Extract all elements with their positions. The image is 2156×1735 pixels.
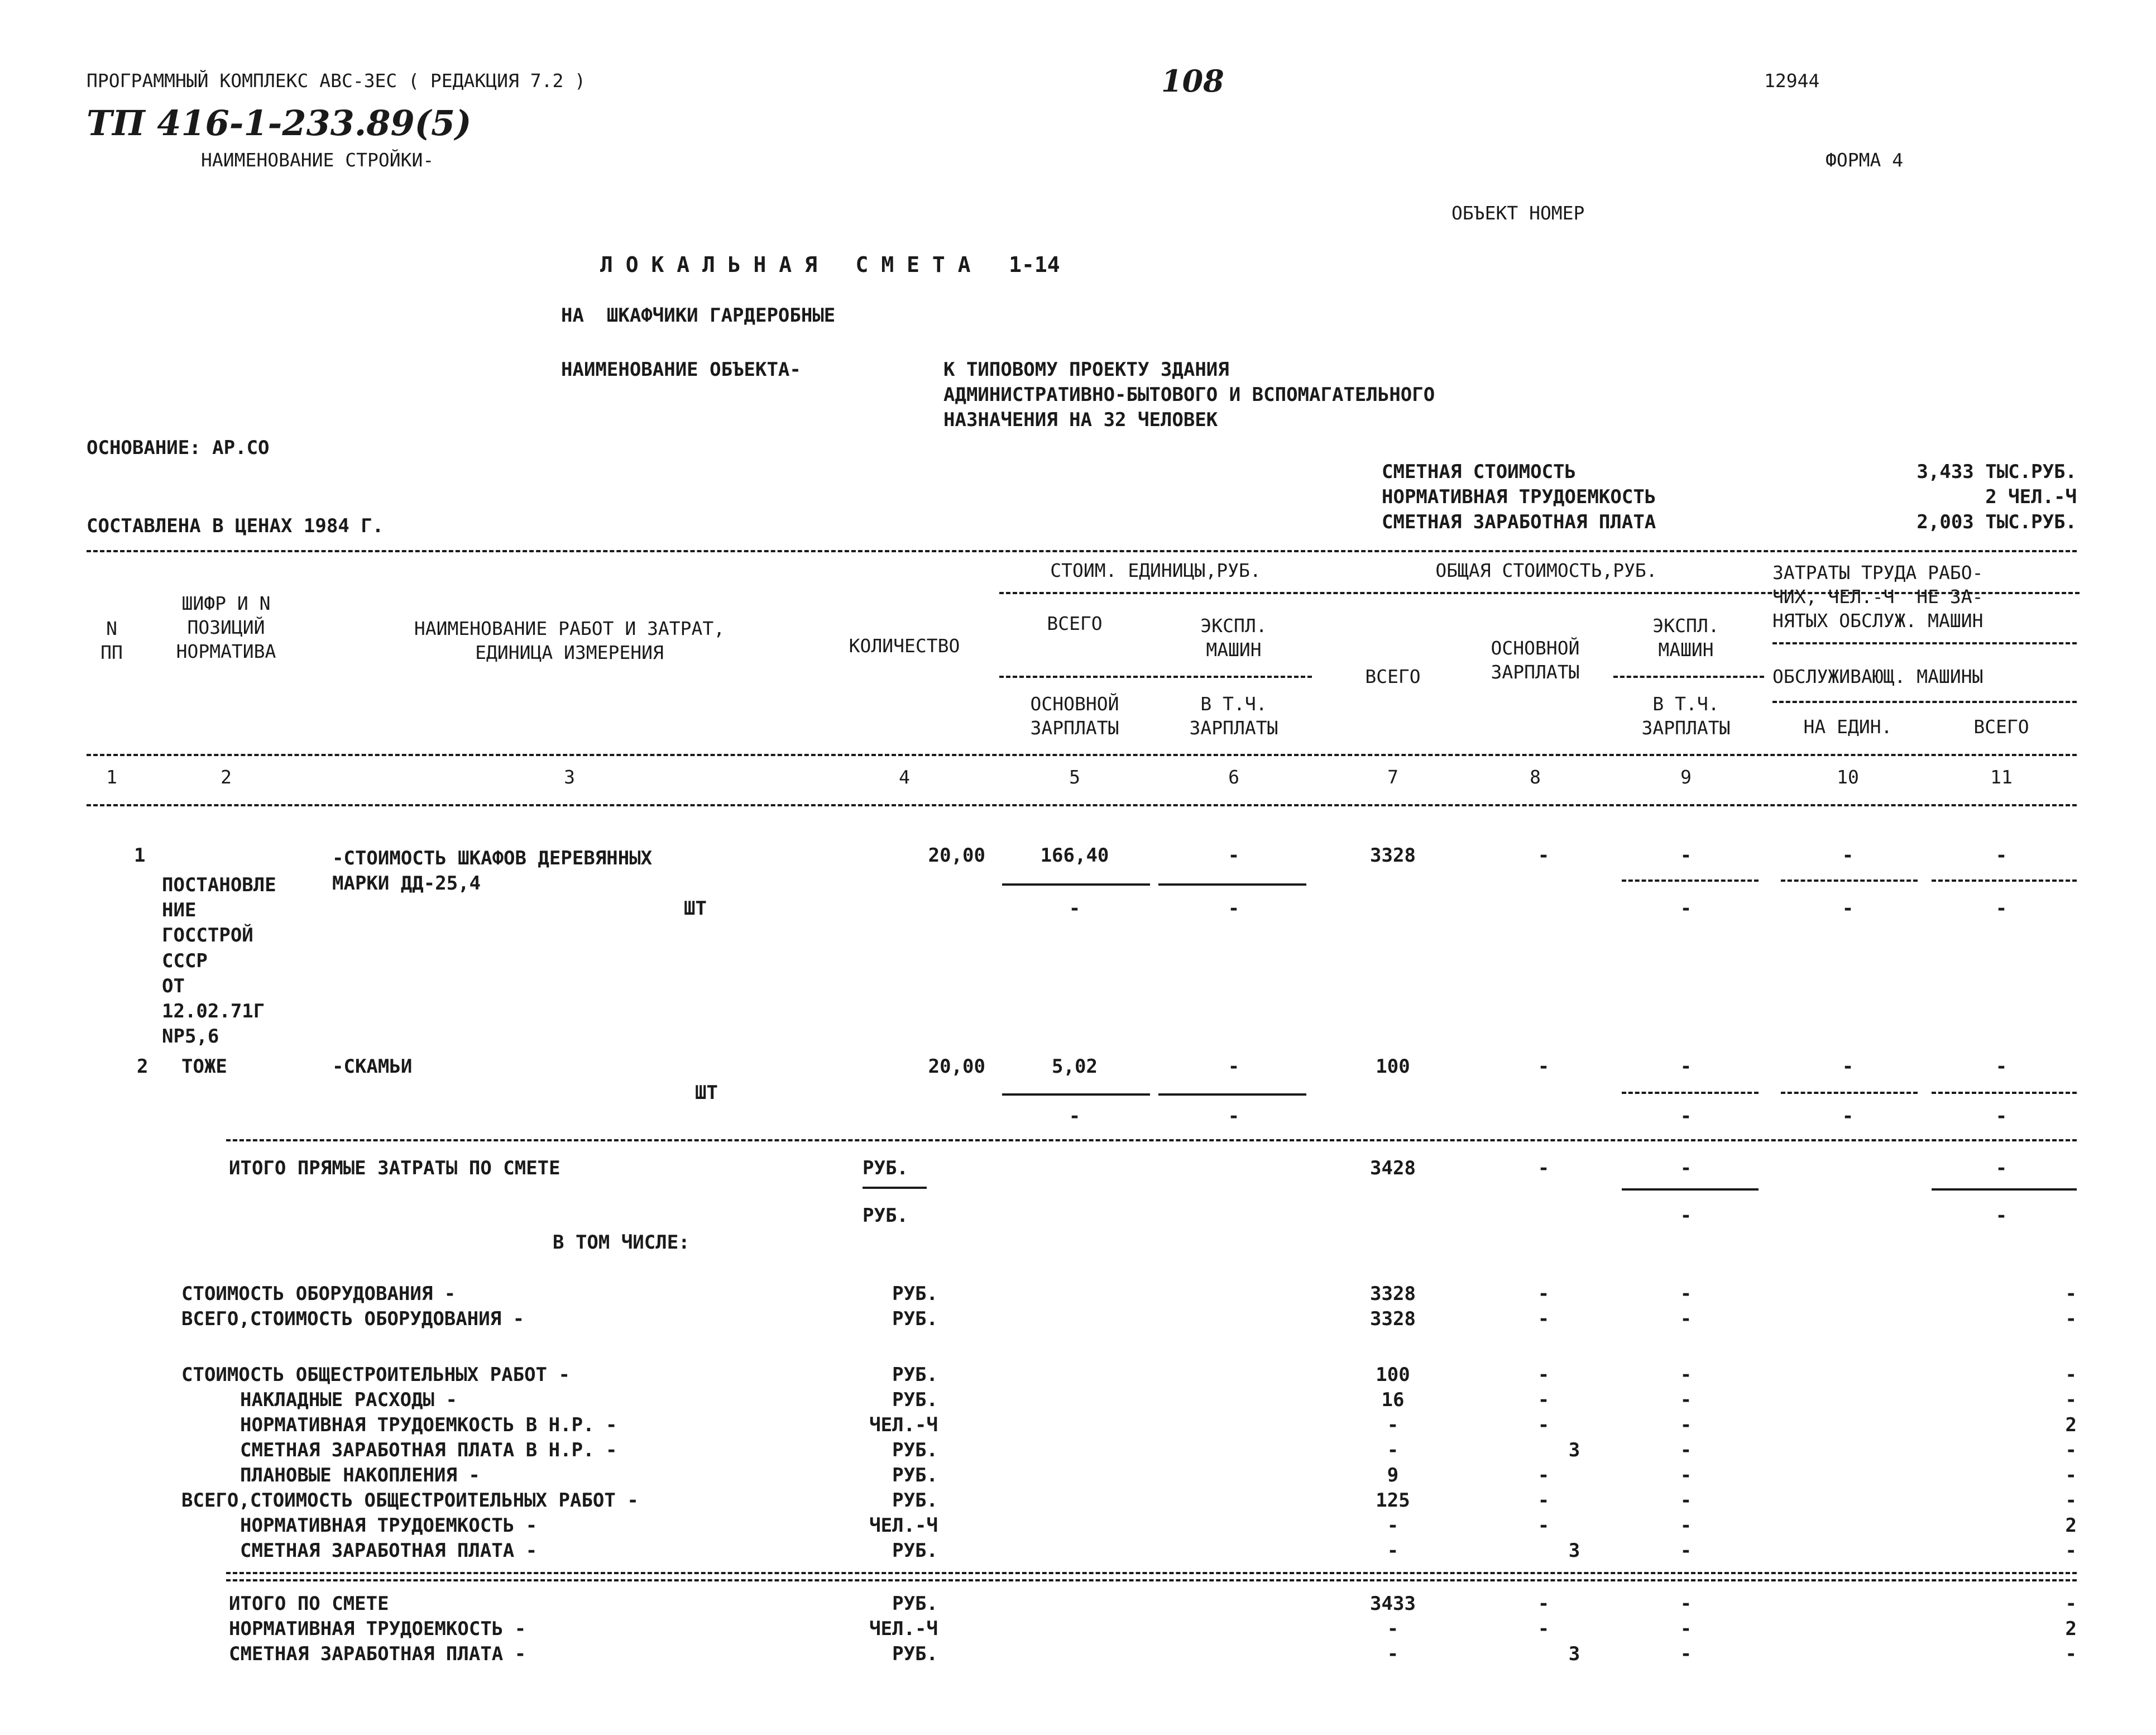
- direct-unit-underline: [863, 1187, 927, 1189]
- summary-row-label: ВСЕГО,СТОИМОСТЬ ОБОРУДОВАНИЯ -: [181, 1308, 525, 1330]
- summary-row-mach: -: [1680, 1464, 1692, 1487]
- final-row-lab: 2: [2065, 1618, 2077, 1640]
- object-line-2: АДМИНИСТРАТИВНО-БЫТОВОГО И ВСПОМАГАТЕЛЬНОГО: [943, 384, 1435, 406]
- col-header-total-all: ВСЕГО: [1365, 666, 1421, 687]
- final-row-total: -: [1387, 1643, 1399, 1665]
- row-2-labor-unit: -: [1842, 1055, 1854, 1078]
- row-1-unit: ШТ: [684, 897, 707, 920]
- row-1-total: 3328: [1370, 844, 1416, 867]
- row-2-machines: -: [1680, 1055, 1692, 1078]
- col-header-unit-incl: В Т.Ч. ЗАРПЛАТЫ: [1189, 693, 1278, 739]
- col-number: 8: [1530, 766, 1541, 788]
- col-header-labor-total: ВСЕГО: [1973, 716, 2029, 738]
- row-1-quantity: 20,00: [928, 844, 985, 867]
- direct-underline: [1622, 1188, 1759, 1191]
- document-code: 12944: [1764, 70, 1820, 92]
- final-row-label: НОРМАТИВНАЯ ТРУДОЕМКОСТЬ -: [229, 1618, 526, 1640]
- summary-row-unit: ЧЕЛ.-Ч: [869, 1414, 938, 1436]
- summary-row-unit: РУБ.: [892, 1283, 938, 1305]
- summary-row-lab: -: [2065, 1389, 2077, 1411]
- summary-row-mach: -: [1680, 1489, 1692, 1512]
- col-header-quantity: КОЛИЧЕСТВО: [849, 635, 960, 657]
- col-header-total-machines: ЭКСПЛ. МАШИН: [1652, 615, 1719, 661]
- page-number: 108: [1161, 63, 1224, 99]
- final-row-lab: -: [2065, 1643, 2077, 1665]
- col-number: 3: [564, 766, 575, 788]
- final-row-wage: -: [1537, 1593, 1550, 1615]
- header-bottom-border: [87, 754, 2077, 756]
- row-1-code: ПОСТАНОВЛЕ НИЕ ГОССТРОЙ СССР ОТ 12.02.71Г NР5,6: [162, 874, 276, 1048]
- row-2-incl: -: [1680, 1105, 1692, 1127]
- col-header-labor: ЗАТРАТЫ ТРУДА РАБО- ЧИХ, ЧЕЛ.-Ч НЕ ЗА- НЯТЫХ ОБСЛУЖ. МАШИН: [1772, 562, 1983, 632]
- summary-row-unit: РУБ.: [892, 1489, 938, 1512]
- summary-wage-value: 2,003 ТЫС.РУБ.: [1917, 511, 2077, 533]
- direct-costs-labor: -: [1995, 1157, 2008, 1179]
- row-1-underline: [1781, 880, 1918, 882]
- summary-row-lab: -: [2065, 1464, 2077, 1487]
- object-line-1: К ТИПОВОМУ ПРОЕКТУ ЗДАНИЯ: [943, 359, 1229, 381]
- row-1-machines: -: [1680, 844, 1692, 867]
- col-header-total-wage: ОСНОВНОЙ ЗАРПЛАТЫ: [1491, 637, 1580, 683]
- summary-row-mach: -: [1680, 1514, 1692, 1537]
- summary-row-wage: -: [1537, 1389, 1550, 1411]
- direct-costs-unit-2: РУБ.: [863, 1205, 908, 1227]
- row-1-labor-total-2: -: [1995, 897, 2008, 920]
- object-number-label: ОБЪЕКТ НОМЕР: [1451, 202, 1585, 224]
- header-divider: [1772, 701, 2077, 703]
- summary-row-lab: -: [2065, 1283, 2077, 1305]
- row-1-underline: [1002, 883, 1150, 886]
- row-1-number: 1: [134, 844, 146, 867]
- direct-costs-total: 3428: [1370, 1157, 1416, 1179]
- col-number: 6: [1228, 766, 1239, 788]
- row-2-unit-machines: -: [1228, 1055, 1240, 1078]
- summary-row-total: -: [1387, 1439, 1399, 1461]
- row-1-underline: [1932, 880, 2077, 882]
- col-header-code: ШИФР И N ПОЗИЦИЙ НОРМАТИВА: [176, 592, 276, 662]
- col-number: 4: [899, 766, 910, 788]
- row-1-underline: [1158, 883, 1306, 886]
- summary-row-label: СТОИМОСТЬ ОБОРУДОВАНИЯ -: [181, 1283, 456, 1305]
- col-header-labor-unit: НА ЕДИН.: [1803, 716, 1893, 738]
- col-number: 11: [1990, 766, 2013, 788]
- col-number: 10: [1837, 766, 1859, 788]
- summary-row-total: 16: [1381, 1389, 1405, 1411]
- summary-row-mach: -: [1680, 1308, 1692, 1330]
- summary-row-unit: РУБ.: [892, 1389, 938, 1411]
- summary-labor-value: 2 ЧЕЛ.-Ч: [1985, 486, 2077, 508]
- summary-row-wage: -: [1537, 1364, 1550, 1386]
- numbers-bottom-border: [87, 804, 2077, 806]
- final-row-mach: -: [1680, 1643, 1692, 1665]
- row-2-quantity: 20,00: [928, 1055, 985, 1078]
- row-1-underline: [1622, 880, 1759, 882]
- col-number: 5: [1069, 766, 1080, 788]
- summary-row-mach: -: [1680, 1540, 1692, 1562]
- final-row-label: ИТОГО ПО СМЕТЕ: [229, 1593, 389, 1615]
- row-2-unit-total: 5,02: [1052, 1055, 1098, 1078]
- col-header-unit-total: ВСЕГО: [1047, 613, 1103, 634]
- row-2-total: 100: [1376, 1055, 1410, 1078]
- col-header-total-incl: В Т.Ч. ЗАРПЛАТЫ: [1641, 693, 1731, 739]
- direct-costs-wage: -: [1537, 1157, 1550, 1179]
- row-1-unit-total: 166,40: [1040, 844, 1109, 867]
- table-top-border: [87, 550, 2077, 552]
- summary-row-wage: -: [1537, 1283, 1550, 1305]
- summary-row-unit: РУБ.: [892, 1364, 938, 1386]
- prices-label: СОСТАВЛЕНА В ЦЕНАХ 1984 Г.: [87, 515, 384, 537]
- final-row-lab: -: [2065, 1593, 2077, 1615]
- col-header-unit-cost: СТОИМ. ЕДИНИЦЫ,РУБ.: [1050, 560, 1261, 581]
- final-row-label: СМЕТНАЯ ЗАРАБОТНАЯ ПЛАТА -: [229, 1643, 526, 1665]
- summary-row-lab: -: [2065, 1439, 2077, 1461]
- row-2-wage: -: [1537, 1055, 1550, 1078]
- summary-row-lab: -: [2065, 1364, 2077, 1386]
- row-1-labor-unit: -: [1842, 844, 1854, 867]
- row-1-labor-total: -: [1995, 844, 2008, 867]
- final-row-total: 3433: [1370, 1593, 1416, 1615]
- direct-top-border: [226, 1139, 2077, 1141]
- summary-row-label: СТОИМОСТЬ ОБЩЕСТРОИТЕЛЬНЫХ РАБОТ -: [181, 1364, 570, 1386]
- summary-labor-label: НОРМАТИВНАЯ ТРУДОЕМКОСТЬ: [1382, 486, 1656, 508]
- row-1-incl: -: [1680, 897, 1692, 920]
- summary-row-total: 9: [1387, 1464, 1399, 1487]
- summary-row-unit: РУБ.: [892, 1540, 938, 1562]
- row-1-unit-machines: -: [1228, 844, 1240, 867]
- final-row-unit: РУБ.: [892, 1593, 938, 1615]
- estimate-subject: НА ШКАФЧИКИ ГАРДЕРОБНЫЕ: [561, 304, 836, 327]
- summary-row-wage: 3: [1568, 1439, 1580, 1461]
- direct-costs-machines-2: -: [1680, 1205, 1692, 1227]
- row-1-name: -СТОИМОСТЬ ШКАФОВ ДЕРЕВЯННЫХ МАРКИ ДД-25,4: [332, 847, 653, 895]
- row-2-unit: ШТ: [695, 1082, 718, 1104]
- row-2-name: -СКАМЬИ: [332, 1055, 413, 1078]
- summary-row-lab: -: [2065, 1308, 2077, 1330]
- final-row-mach: -: [1680, 1618, 1692, 1640]
- row-1-unit-incl: -: [1228, 897, 1240, 920]
- col-header-labor-serving: ОБСЛУЖИВАЮЩ. МАШИНЫ: [1772, 666, 1983, 687]
- summary-row-wage: -: [1537, 1489, 1550, 1512]
- final-row-wage: -: [1537, 1618, 1550, 1640]
- object-line-3: НАЗНАЧЕНИЯ НА 32 ЧЕЛОВЕК: [943, 409, 1218, 431]
- summary-row-mach: -: [1680, 1414, 1692, 1436]
- final-row-unit: РУБ.: [892, 1643, 938, 1665]
- header-divider: [999, 676, 1312, 678]
- row-2-code: ТОЖЕ: [181, 1055, 227, 1078]
- direct-costs-labor-2: -: [1995, 1205, 2008, 1227]
- header-divider: [999, 592, 2080, 594]
- final-top-border: [226, 1572, 2077, 1574]
- direct-costs-unit: РУБ.: [863, 1157, 908, 1179]
- final-row-total: -: [1387, 1618, 1399, 1640]
- summary-wage-label: СМЕТНАЯ ЗАРАБОТНАЯ ПЛАТА: [1382, 511, 1656, 533]
- row-1-unit-wage: -: [1069, 897, 1081, 920]
- summary-row-total: -: [1387, 1514, 1399, 1537]
- final-row-mach: -: [1680, 1593, 1692, 1615]
- summary-row-mach: -: [1680, 1364, 1692, 1386]
- row-2-underline: [1932, 1092, 2077, 1094]
- col-header-total-cost: ОБЩАЯ СТОИМОСТЬ,РУБ.: [1435, 560, 1657, 581]
- summary-row-wage: 3: [1568, 1540, 1580, 1562]
- summary-row-wage: -: [1537, 1464, 1550, 1487]
- direct-costs-label: ИТОГО ПРЯМЫЕ ЗАТРАТЫ ПО СМЕТЕ: [229, 1157, 560, 1179]
- summary-row-lab: -: [2065, 1540, 2077, 1562]
- summary-row-lab: 2: [2065, 1514, 2077, 1537]
- summary-row-total: -: [1387, 1414, 1399, 1436]
- estimate-title: Л О К А Л Ь Н А Я С М Е Т А 1-14: [600, 252, 1060, 277]
- summary-row-unit: РУБ.: [892, 1439, 938, 1461]
- col-header-unit-machines: ЭКСПЛ. МАШИН: [1200, 615, 1267, 661]
- final-row-wage: 3: [1568, 1643, 1580, 1665]
- summary-row-wage: -: [1537, 1308, 1550, 1330]
- summary-row-wage: -: [1537, 1414, 1550, 1436]
- summary-row-unit: ЧЕЛ.-Ч: [869, 1514, 938, 1537]
- program-header: ПРОГРАММНЫЙ КОМПЛЕКС АВС-3ЕС ( РЕДАКЦИЯ 7.2 ): [87, 70, 586, 92]
- col-header-number: N ПП: [100, 618, 123, 663]
- summary-row-mach: -: [1680, 1283, 1692, 1305]
- col-number: 1: [106, 766, 117, 788]
- col-number: 7: [1387, 766, 1398, 788]
- final-row-unit: ЧЕЛ.-Ч: [869, 1618, 938, 1640]
- row-2-labor-unit-2: -: [1842, 1105, 1854, 1127]
- col-header-name: НАИМЕНОВАНИЕ РАБОТ И ЗАТРАТ, ЕДИНИЦА ИЗМЕРЕНИЯ: [414, 618, 725, 663]
- summary-row-label: СМЕТНАЯ ЗАРАБОТНАЯ ПЛАТА В Н.Р. -: [240, 1439, 617, 1461]
- row-2-unit-wage: -: [1069, 1105, 1081, 1127]
- row-2-underline: [1781, 1092, 1918, 1094]
- row-2-underline: [1002, 1093, 1150, 1096]
- summary-cost-label: СМЕТНАЯ СТОИМОСТЬ: [1382, 461, 1576, 483]
- direct-costs-machines: -: [1680, 1157, 1692, 1179]
- row-1-wage: -: [1537, 844, 1550, 867]
- summary-row-lab: 2: [2065, 1414, 2077, 1436]
- header-divider: [1613, 676, 1764, 678]
- row-2-labor-total: -: [1995, 1055, 2008, 1078]
- summary-row-label: НОРМАТИВНАЯ ТРУДОЕМКОСТЬ В Н.Р. -: [240, 1414, 617, 1436]
- form-label: ФОРМА 4: [1826, 149, 1904, 171]
- summary-row-unit: РУБ.: [892, 1464, 938, 1487]
- object-label: НАИМЕНОВАНИЕ ОБЪЕКТА-: [561, 359, 801, 381]
- basis-label: ОСНОВАНИЕ: АР.СО: [87, 437, 270, 459]
- col-number: 2: [221, 766, 232, 788]
- summary-row-total: 3328: [1370, 1308, 1416, 1330]
- summary-cost-value: 3,433 ТЫС.РУБ.: [1917, 461, 2077, 483]
- summary-row-unit: РУБ.: [892, 1308, 938, 1330]
- summary-row-mach: -: [1680, 1389, 1692, 1411]
- summary-row-label: ПЛАНОВЫЕ НАКОПЛЕНИЯ -: [240, 1464, 480, 1487]
- row-2-number: 2: [137, 1055, 148, 1078]
- row-1-labor-unit-2: -: [1842, 897, 1854, 920]
- summary-row-mach: -: [1680, 1439, 1692, 1461]
- header-divider: [1772, 642, 2077, 644]
- site-label: НАИМЕНОВАНИЕ СТРОЙКИ-: [201, 149, 434, 171]
- row-2-labor-total-2: -: [1995, 1105, 2008, 1127]
- summary-row-label: СМЕТНАЯ ЗАРАБОТНАЯ ПЛАТА -: [240, 1540, 538, 1562]
- row-2-unit-incl: -: [1228, 1105, 1240, 1127]
- summary-row-label: НОРМАТИВНАЯ ТРУДОЕМКОСТЬ -: [240, 1514, 538, 1537]
- summary-row-total: -: [1387, 1540, 1399, 1562]
- summary-row-lab: -: [2065, 1489, 2077, 1512]
- summary-row-wage: -: [1537, 1514, 1550, 1537]
- project-reference: ТП 416-1-233.89(5): [87, 103, 472, 144]
- row-2-underline: [1622, 1092, 1759, 1094]
- including-label: В ТОМ ЧИСЛЕ:: [553, 1231, 690, 1254]
- final-top-border: [226, 1579, 2077, 1581]
- col-number: 9: [1680, 766, 1692, 788]
- summary-row-total: 3328: [1370, 1283, 1416, 1305]
- summary-row-label: НАКЛАДНЫЕ РАСХОДЫ -: [240, 1389, 457, 1411]
- row-2-underline: [1158, 1093, 1306, 1096]
- col-header-unit-wage: ОСНОВНОЙ ЗАРПЛАТЫ: [1030, 693, 1119, 739]
- direct-underline: [1932, 1188, 2077, 1191]
- summary-row-total: 125: [1376, 1489, 1410, 1512]
- summary-row-total: 100: [1376, 1364, 1410, 1386]
- summary-row-label: ВСЕГО,СТОИМОСТЬ ОБЩЕСТРОИТЕЛЬНЫХ РАБОТ -: [181, 1489, 639, 1512]
